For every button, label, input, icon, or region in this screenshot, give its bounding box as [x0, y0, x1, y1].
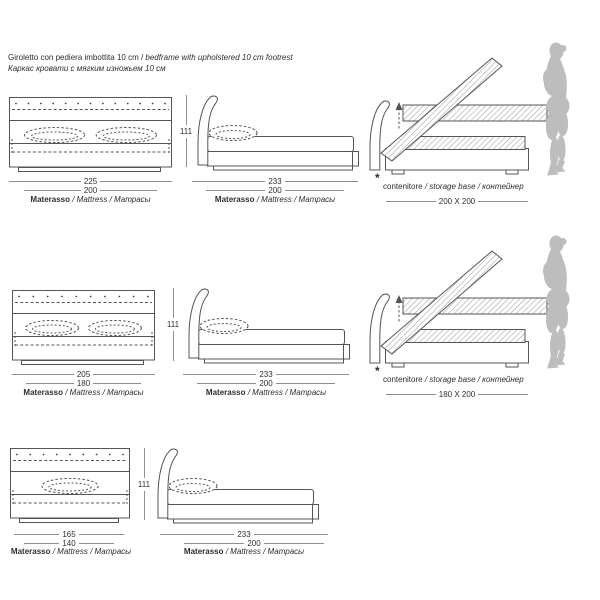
dim-value: 200 X 200: [438, 196, 476, 206]
dim-line: [24, 543, 59, 544]
dim-line: [285, 190, 344, 191]
headboard-button: [77, 103, 79, 105]
mattress-label-main: Materasso: [214, 195, 255, 204]
headboard-button: [16, 454, 18, 456]
storage-asterisk: *: [375, 364, 380, 378]
foot: [506, 170, 518, 174]
dim-line: [206, 190, 265, 191]
headboard-button: [29, 454, 31, 456]
headboard-button: [104, 296, 106, 298]
dim-value: 205: [76, 369, 91, 379]
dim-line: [100, 181, 172, 182]
headboard-button: [109, 454, 111, 456]
dim-line: [173, 331, 174, 361]
bedframe: [199, 345, 350, 360]
headboard-button: [164, 103, 166, 105]
headboard-button: [118, 296, 120, 298]
foot: [392, 170, 404, 174]
dimension-front-inner-row2: [26, 378, 141, 388]
lift-arrow-icon: [396, 295, 403, 303]
mattress-label-rest: / Mattress / Матрасы: [63, 388, 144, 397]
storage-box: [386, 149, 529, 171]
front-view-drawing: [10, 446, 132, 525]
dim-value: 140: [62, 538, 76, 548]
foot: [506, 363, 518, 367]
storage-view-drawing: [368, 42, 590, 177]
dim-value: 111: [179, 126, 193, 136]
dim-line: [184, 543, 244, 544]
foot: [392, 363, 404, 367]
headboard-button: [90, 296, 92, 298]
mattress-label: [12, 388, 155, 397]
headboard-button: [102, 103, 104, 105]
storage-view-drawing: [368, 235, 590, 370]
dim-value: 200: [268, 185, 282, 195]
dim-line: [93, 383, 141, 384]
dimension-side-inner-row2: [197, 378, 335, 388]
headboard-button: [82, 454, 84, 456]
headboard-button: [40, 103, 42, 105]
headboard-button: [47, 296, 49, 298]
headboard-button: [147, 296, 149, 298]
dim-line: [93, 374, 155, 375]
pillow: [24, 128, 84, 143]
dim-line: [14, 534, 59, 535]
title-line-1-regular: Giroletto con pediera imbottita 10 cm /: [8, 53, 146, 62]
dim-line: [276, 374, 349, 375]
dim-line: [144, 448, 145, 478]
mattress-label-rest: / Mattress / Матрасы: [70, 195, 151, 204]
dim-line: [160, 534, 234, 535]
dim-line: [100, 190, 157, 191]
dim-value: 200: [247, 538, 261, 548]
storage-note-main: contenitore: [383, 375, 423, 384]
headboard-button: [65, 103, 67, 105]
mattress-label: [9, 195, 172, 204]
dim-line: [186, 95, 187, 125]
plinth: [205, 359, 344, 363]
headboard-button: [18, 296, 20, 298]
plinth: [22, 361, 144, 365]
dim-line: [26, 383, 74, 384]
headboard-button: [133, 296, 135, 298]
dim-value: 225: [83, 176, 98, 186]
mattress-label-main: Materasso: [183, 547, 224, 556]
headboard-button: [69, 454, 71, 456]
dim-value: 233: [237, 529, 251, 539]
dim-value: 111: [166, 320, 180, 329]
headboard-button: [75, 296, 77, 298]
dimension-front-inner-row1: [24, 185, 157, 195]
mattress-label-main: Materasso: [10, 547, 51, 556]
dim-line: [79, 534, 124, 535]
dim-line: [386, 201, 436, 202]
bed-side-view-row1: [192, 93, 362, 173]
dim-line: [144, 491, 145, 521]
bed-side-view-row2: [183, 286, 353, 366]
side-view-drawing: [152, 446, 322, 526]
front-view-drawing: [12, 288, 157, 367]
dim-value: 180 X 200: [438, 389, 476, 399]
front-view-drawing: [9, 95, 174, 174]
bed-front-view-row3: [10, 446, 132, 525]
headboard-button: [52, 103, 54, 105]
mattress-label-main: Materasso: [30, 195, 70, 204]
side-view-drawing: [183, 286, 353, 366]
headboard-button: [43, 454, 45, 456]
plinth: [19, 168, 161, 172]
title-line-1-italic: bedframe with upholstered 10 cm footrest: [145, 53, 293, 62]
bed-storage-view-row1: [368, 42, 590, 177]
storage-note-row1: [383, 182, 524, 191]
dim-line: [186, 138, 187, 168]
dim-line: [9, 181, 81, 182]
storage-note-rest: / storage base / контейнер: [422, 182, 524, 191]
dim-value: 200: [259, 378, 273, 388]
storage-box: [386, 342, 529, 364]
mattress-closed: [402, 137, 525, 150]
mattress-label-main: Materasso: [23, 388, 63, 397]
dim-value: 233: [259, 369, 273, 379]
storage-note-row2: [383, 375, 524, 384]
height-dimension-row2: [162, 288, 184, 361]
headboard-button: [28, 103, 30, 105]
page-title: [8, 52, 293, 74]
dim-line: [173, 288, 174, 318]
pillow: [42, 479, 98, 494]
plinth: [214, 166, 353, 170]
dim-line: [276, 383, 335, 384]
dim-value: 165: [62, 529, 76, 539]
storage-note-main: contenitore: [383, 182, 423, 191]
mattress-label-rest: / Mattress / Матрасы: [245, 388, 327, 397]
dim-line: [79, 543, 114, 544]
dimension-storage-size-row2: [386, 389, 528, 399]
dim-line: [386, 394, 436, 395]
side-view-drawing: [192, 93, 362, 173]
headboard-button: [114, 103, 116, 105]
bed-front-view-row1: [9, 95, 174, 174]
title-line-1: [8, 52, 293, 63]
dimension-side-inner-row1: [206, 185, 344, 195]
dim-line: [285, 181, 358, 182]
mattress-label: [10, 547, 132, 556]
dim-line: [197, 383, 256, 384]
headboard-button: [139, 103, 141, 105]
title-line-2: [8, 63, 293, 74]
dim-value: 111: [137, 479, 151, 489]
bedframe: [208, 152, 359, 167]
mattress-label-rest: / Mattress / Матрасы: [223, 547, 305, 556]
dim-line: [12, 374, 74, 375]
pillow: [96, 128, 156, 143]
headboard-button: [32, 296, 34, 298]
mattress-label: [183, 388, 349, 397]
storage-note-rest: / storage base / контейнер: [422, 375, 524, 384]
mattress-label: [160, 547, 328, 556]
dimension-storage-size-row1: [386, 196, 528, 206]
mattress-label-rest: / Mattress / Матрасы: [254, 195, 336, 204]
bedframe: [168, 505, 319, 520]
mattress-label: [192, 195, 358, 204]
bed-front-view-row2: [12, 288, 157, 367]
mattress-label-main: Materasso: [205, 388, 246, 397]
dim-line: [183, 374, 256, 375]
headboard-button: [122, 454, 124, 456]
dim-line: [24, 190, 81, 191]
mattress-closed: [402, 330, 525, 343]
bed-storage-view-row2: [368, 235, 590, 370]
bed-side-view-row3: [152, 446, 322, 526]
plinth: [174, 519, 313, 523]
storage-asterisk: *: [375, 171, 380, 185]
dim-value: 180: [76, 378, 91, 388]
headboard-button: [152, 103, 154, 105]
dim-line: [192, 181, 265, 182]
lift-arrow-icon: [396, 102, 403, 110]
headboard-button: [56, 454, 58, 456]
headboard-button: [127, 103, 129, 105]
plinth: [20, 519, 119, 523]
headboard-button: [61, 296, 63, 298]
dim-line: [478, 394, 528, 395]
dim-line: [478, 201, 528, 202]
mattress-label-rest: / Mattress / Матрасы: [50, 547, 132, 556]
headboard-button: [96, 454, 98, 456]
dim-value: 233: [268, 176, 282, 186]
headboard-button: [90, 103, 92, 105]
dim-line: [264, 543, 324, 544]
dim-value: 200: [83, 185, 98, 195]
dim-line: [254, 534, 328, 535]
headboard-button: [15, 103, 17, 105]
title-line-2-italic: Каркас кровати с мягким изножьем 10 см: [8, 64, 166, 73]
